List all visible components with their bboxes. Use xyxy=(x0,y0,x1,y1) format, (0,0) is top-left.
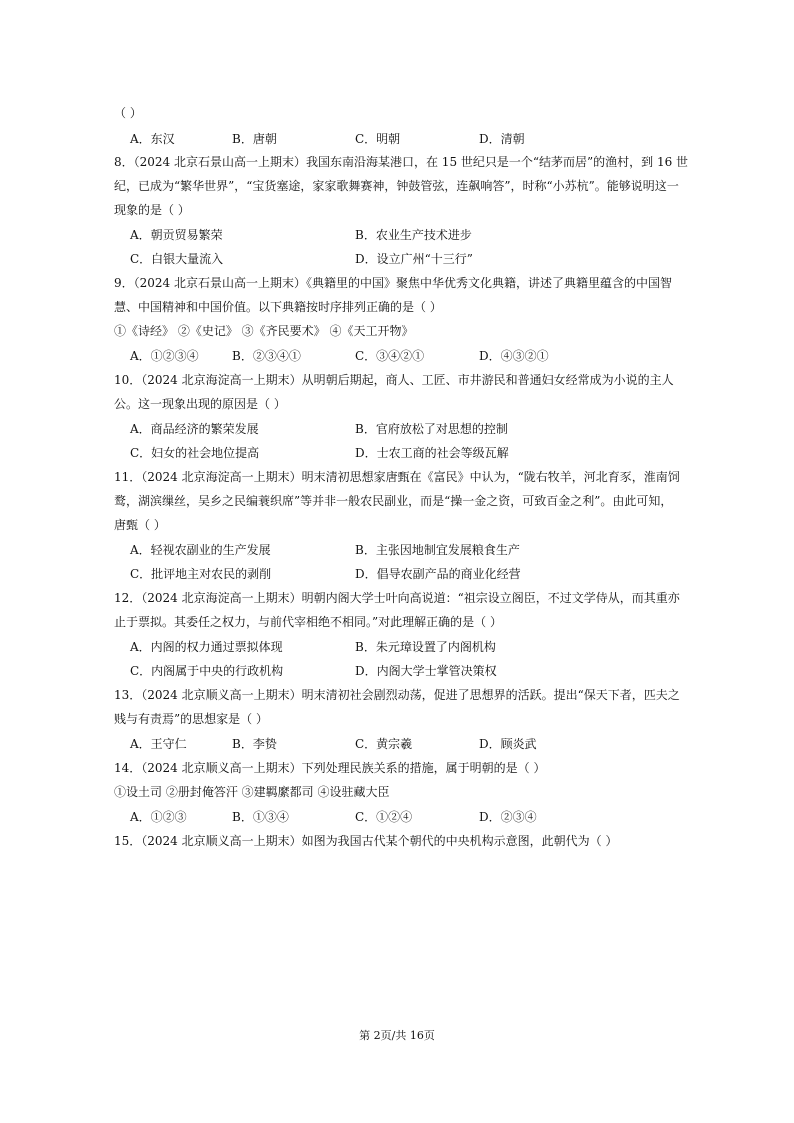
question-9-option-a: A．①②③④ xyxy=(130,349,199,363)
question-10-option-c: C．妇女的社会地位提高 xyxy=(130,446,260,460)
question-11-option-c: C．批评地主对农民的剥削 xyxy=(130,567,272,581)
question-15-stem-line-1: 15．（2024 北京顺义高一上期末）如图为我国古代某个朝代的中央机构示意图，此朝代为（ ） xyxy=(114,834,618,848)
question-12-option-d: D．内阁大学士掌管决策权 xyxy=(355,664,497,678)
question-11-stem-line-2: 鹜，湖滨缫丝，吴乡之民编蓑织席”等并非一般农民副业，而是“操一金之资，可致百金之利”。由此可知， xyxy=(114,494,673,508)
question-7-option-a: A．东汉 xyxy=(130,132,175,146)
question-8-option-d: D．设立广州“十三行” xyxy=(355,252,473,266)
question-11-stem-line-3: 唐甄（ ） xyxy=(114,518,166,532)
question-8-stem-line-1: 8．（2024 北京石景山高一上期末）我国东南沿海某港口，在 15 世纪只是一个“结茅而居”的渔村，到 16 世 xyxy=(114,155,689,169)
question-10-stem-line-1: 10．（2024 北京海淀高一上期末）从明朝后期起，商人、工匠、市井游民和普通妇女经常成为小说的主人 xyxy=(114,373,674,387)
question-9-option-c: C．③④②① xyxy=(355,349,425,363)
question-12-stem-line-2: 止于票拟。其委任之权力，与前代宰相绝不相同。”对此理解正确的是（ ） xyxy=(114,615,502,629)
question-14-items: ①设土司 ②册封俺答汗 ③建羁縻都司 ④设驻藏大臣 xyxy=(114,785,390,799)
question-7-option-b: B．唐朝 xyxy=(232,132,277,146)
question-10-option-b: B．官府放松了对思想的控制 xyxy=(355,422,508,436)
question-8-stem-line-2: 纪，已成为“繁华世界”，“宝货塞途，家家歌舞赛神，钟鼓管弦，连飙响答”，时称“小苏杭”。能够说明这一 xyxy=(114,179,679,193)
question-14-option-a: A．①②③ xyxy=(130,810,187,824)
question-8-option-b: B．农业生产技术进步 xyxy=(355,228,472,242)
question-12-option-b: B．朱元璋设置了内阁机构 xyxy=(355,640,496,654)
question-8-stem-line-3: 现象的是（ ） xyxy=(114,203,190,217)
question-9-option-d: D．④③②① xyxy=(479,349,549,363)
question-13-option-a: A．王守仁 xyxy=(130,737,187,751)
question-9-stem-line-1: 9．（2024 北京石景山高一上期末）《典籍里的中国》聚焦中华优秀文化典籍，讲述了典籍里蕴含的中国智 xyxy=(114,276,672,290)
question-7-stem-tail: （ ） xyxy=(114,106,142,120)
question-11-option-d: D．倡导农副产品的商业化经营 xyxy=(355,567,521,581)
question-8-option-a: A．朝贡贸易繁荣 xyxy=(130,228,223,242)
question-12-stem-line-1: 12．（2024 北京海淀高一上期末）明朝内阁大学士叶向高说道：“祖宗设立阁臣，不过文学侍从，而其重亦 xyxy=(114,591,680,605)
question-14-option-b: B．①③④ xyxy=(232,810,289,824)
question-11-option-a: A．轻视农副业的生产发展 xyxy=(130,543,271,557)
question-13-stem-line-2: 贱与有责焉”的思想家是（ ） xyxy=(114,712,268,726)
question-10-stem-line-2: 公。这一现象出现的原因是（ ） xyxy=(114,397,286,411)
question-8-option-c: C．白银大量流入 xyxy=(130,252,224,266)
question-9-items: ①《诗经》 ②《史记》 ③《齐民要术》 ④《天工开物》 xyxy=(114,324,414,338)
question-13-option-b: B．李贽 xyxy=(232,737,277,751)
question-13-stem-line-1: 13．（2024 北京顺义高一上期末）明末清初社会剧烈动荡，促进了思想界的活跃。提出“保天下者，匹夫之 xyxy=(114,688,680,702)
question-7-option-c: C．明朝 xyxy=(355,132,401,146)
question-13-option-c: C．黄宗羲 xyxy=(355,737,413,751)
question-9-stem-line-2: 慧、中国精神和中国价值。以下典籍按时序排列正确的是（ ） xyxy=(114,300,442,314)
question-10-option-d: D．士农工商的社会等级瓦解 xyxy=(355,446,509,460)
question-14-option-d: D．②③④ xyxy=(479,810,537,824)
question-7-option-d: D．清朝 xyxy=(479,132,525,146)
question-14-stem-line-1: 14．（2024 北京顺义高一上期末）下列处理民族关系的措施，属于明朝的是（ ） xyxy=(114,761,546,775)
question-14-option-c: C．①②④ xyxy=(355,810,413,824)
question-9-option-b: B．②③④① xyxy=(232,349,301,363)
question-12-option-c: C．内阁属于中央的行政机构 xyxy=(130,664,284,678)
question-13-option-d: D．顾炎武 xyxy=(479,737,537,751)
question-10-option-a: A．商品经济的繁荣发展 xyxy=(130,422,259,436)
question-11-option-b: B．主张因地制宜发展粮食生产 xyxy=(355,543,520,557)
question-11-stem-line-1: 11．（2024 北京海淀高一上期末）明末清初思想家唐甄在《富民》中认为，“陇右牧羊，河北育豕，淮南饲 xyxy=(114,470,680,484)
page-footer: 第 2页/共 16页 xyxy=(359,1029,435,1042)
question-12-option-a: A．内阁的权力通过票拟体现 xyxy=(130,640,283,654)
